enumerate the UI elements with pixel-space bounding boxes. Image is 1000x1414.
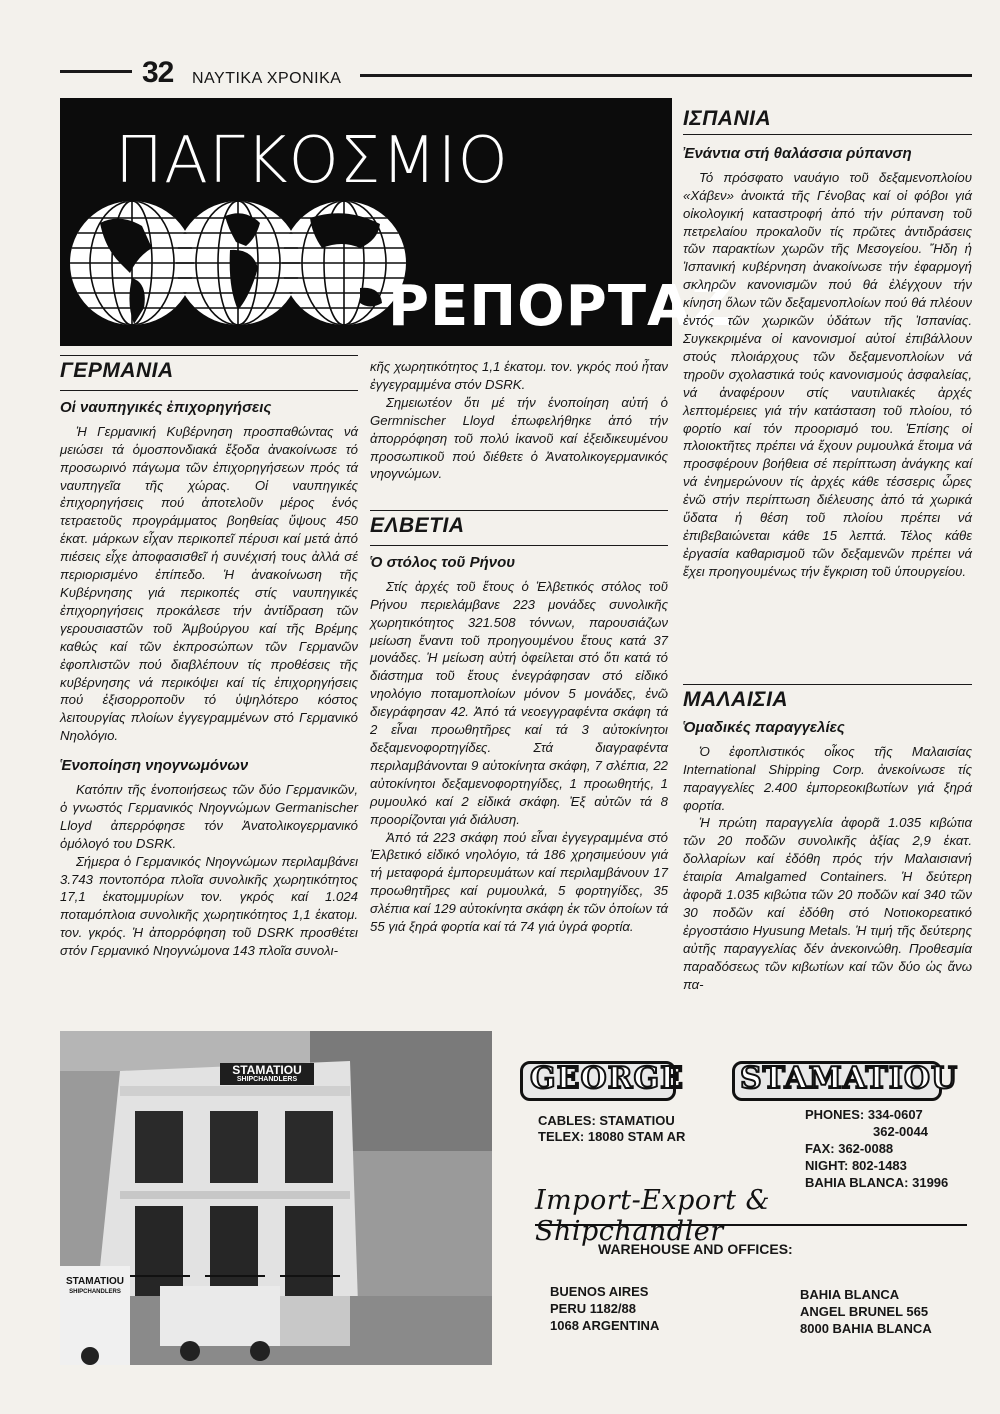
ad-phones-2: 362-0044 xyxy=(873,1124,928,1139)
paragraph: Ἡ πρώτη παραγγελία ἀφορᾶ 1.035 κιβώτια τῶν 20 ποδῶν συνολικῆς ἀξίας 2,9 ἑκατ. δολλαρίων καί ἐδόθη πρός τήν Μαλαισιανή ἑταιρία Amalgamed Containers. Ἡ δεύτερη ἀφορᾶ 1.035 κιβώτια τῶν 20 ποδῶν καί 340 τῶν 30 ποδῶν καί ἐδόθη στό Νοτιοκορεατικό ἐργοστάσιο Hyusung Metals. Ἡ τιμή τῆς δεύτερης αὐτῆς παραγγελίας δέν ἀνεκοινώθη. Προθεσμία παραδόσεως τῶν κιβωτίων καί τῶν δύο ὡς ἄνω πα- xyxy=(683,815,972,992)
paragraph: Ἡ Γερμανική Κυβέρνηση προσπαθώντας νά μειώσει τά ὁμοσπονδιακά ἔξοδα ἀνακοίνωσε τό προσωρινό πάγωμα τῶν ἐπιχορηγήσεων πρός τά ναυπηγεῖα τῆς χώρας. Οἱ ναυπηγικές ἐπιχορηγήσεις πού ἀποτελοῦν μέρος ἑνός τετραετοῦς προγράμματος βοηθείας ὕψους 450 ἑκατ. μάρκων εἶχαν περικοπεῖ πέρυσι καί μετά ἀπό πιέσεις εἶχε ἀποφασισθεῖ ἡ συνέχισή τους ἀλλά σέ περιορισμένο ἐπίπεδο. Ἡ ἀνακοίνωση τῆς Κυβέρνησης γιά περικοπές στίς ναυπηγικές ἐπιχορηγήσεις προκάλεσε τήν ἀντίδραση τῶν γερουσιαστῶν τοῦ Ἀμβούργου καί τῆς Βρέμης καθώς καί τῶν ἐκπροσώπων τῶν Γερμανῶν ἐφοπλιστῶν πού διαβλέπουν τίς προθέσεις τῆς κυβέρνησης νά περικόψει καί τίς ἐπιχορηγήσεις πού ἐξισορροποῦν τό ὑψηλότερο κόστος λειτουργίας πλοίων ἐγγεγραμμένων στό Γερμανικό Νηολόγιο. xyxy=(60,423,358,744)
ad-warehouse-heading: WAREHOUSE AND OFFICES: xyxy=(598,1241,793,1257)
header-rule-right xyxy=(360,74,972,77)
paragraph: Σημειωτέον ὅτι μέ τήν ἑνοποίηση αὐτή ὁ Germnischer Lloyd ἐπωφελήθηκε ἀπό τήν ἀπορρόφηση τοῦ πολύ ἱκανοῦ καί ἐξειδικευμένου προσωπικοῦ πού διέθετε ὁ Ἀνατολικογερμανικός νηογνώμων. xyxy=(370,394,668,482)
section-divider xyxy=(370,510,668,511)
subhead-spain-pollution: Ἐνάντια στή θαλάσσια ρύπανση xyxy=(683,144,912,162)
ad-night: NIGHT: 802-1483 xyxy=(805,1158,907,1173)
ad-office-bahia-blanca-3: 8000 BAHIA BLANCA xyxy=(800,1321,932,1336)
paragraph: Ἀπό τά 223 σκάφη πού εἶναι ἐγγεγραμμένα στό Ἑλβετικό εἰδικό νηολόγιο, τά 186 χρησιμεύουν γιά τή μεταφορά ἐμπορευμάτων καί περιλαμβάνουν 17 προωθητῆρες καί ρυμουλκά, 5 φορτηγίδες, 35 σλέπια καί 129 αὐτοκίνητα σκάφη ἐκ τῶν ὁποίων τά 55 γιά ξηρά φορτία καί τά 74 γιά ὑγρά φορτία. xyxy=(370,829,668,935)
truck-sign-sub: SHIPCHANDLERS xyxy=(69,1289,121,1295)
stamatiou-advertisement xyxy=(60,1031,972,1365)
section-title-malaysia: ΜΑΛΑΙΣΙΑ xyxy=(683,688,789,711)
section-spain xyxy=(683,104,972,581)
ad-cables: CABLES: STAMATIOU xyxy=(538,1113,675,1128)
header-rule-left xyxy=(60,70,132,73)
ad-phones-1: PHONES: 334-0607 xyxy=(805,1107,923,1122)
section-germany xyxy=(60,355,358,960)
banner-title-line1: ΠΑΓΚΟΣΜΙΟ xyxy=(115,124,509,198)
ad-office-bahia-blanca-1: BAHIA BLANCA xyxy=(800,1287,900,1302)
ad-office-bahia-blanca-2: ANGEL BRUNEL 565 xyxy=(800,1304,929,1319)
ad-telex: TELEX: 18080 STAM AR xyxy=(538,1129,686,1144)
page-number: 32 xyxy=(142,56,174,89)
paragraph: Σήμερα ὁ Γερμανικός Νηογνώμων περιλαμβάνει 3.743 ποντοπόρα πλοῖα συνολικῆς χωρητικότητος 17,1 ἑκατομμυρίων τον. γκρός καί 1.024 ποταμόπλοια συνολικῆς χωρητικότητος 1,1 ἑκατομ. τον. γκρός. Ἡ ἀπορρόφηση τοῦ DSRK προσθέτει στόν Γερμανικό Νηογνώμονα 143 πλοῖα συνολι- xyxy=(60,853,358,959)
subhead-germany-subsidies: Οἱ ναυπηγικές ἐπιχορηγήσεις xyxy=(60,390,358,417)
paragraph: Τό πρόσφατο ναυάγιο τοῦ δεξαμενοπλοίου «Χάβεν» ἀνοικτά τῆς Γένοβας καί οἱ φόβοι γιά οἰκολογική καταστροφή ἀπό τήν ρύπανση τοῦ πετρελαίου προκαλοῦν τίς πρῶτες ἀντιδράσεις τῶν παρακτίων χωρῶν τῆς Μεσογείου. Ἤδη ἡ Ἰσπανική κυβέρνηση ἀνακοίνωσε τήν ἐφαρμογή σκληρῶν κανονισμῶν πού θά ἐλέγχουν τήν κίνηση ὅλων τῶν δεξαμενοπλοίων πού θά πλέουν ἐντός τῶν χωρικῶν ὑδάτων τῆς Ἰσπανίας. Συγκεκριμένα οἱ κανονισμοί αὐτοί ἐπιβάλλουν στούς πλοιάρχους τῶν δεξαμενοπλοίων νά τηροῦν σχολαστικά τούς κανονισμούς ἀσφαλείας, νά ἀναφέρουν στίς ναυτιλιακές ἀρχές λεπτομέρειες γιά τήν κατάσταση τοῦ πλοίου, τό φορτίο καί τόν προορισμό του. Ἐπίσης οἱ πλοιοκτῆτες πρέπει νά ἔχουν ρυμουλκά ἕτοιμα νά προσφέρουν βοήθεια σέ περίπτωση ἀνάγκης καί νά ἐνημερώνουν τίς ἀρχές κάθε τέσσερις ὧρες ἐνῶ στήν περίπτωση διέλευσης ἀπό τά χωρικά ὕδατα ἡ θέση τοῦ πλοίου πρέπει νά ἐπιβεβαιώνεται κάθε 15 λεπτά. Τέλος κάθε ἐργασία καθαρισμοῦ τῶν δεξαμενῶν πρέπει νά ἔχει προηγουμένως τήν ἔγκριση τοῦ ὑπουργείου. xyxy=(683,169,972,579)
building-sign-name: STAMATIOU xyxy=(232,1063,302,1077)
ad-fax: FAX: 362-0088 xyxy=(805,1141,894,1156)
ad-tagline: Import-Export & Shipchandler xyxy=(535,1185,771,1247)
ad-office-buenos-aires-3: 1068 ARGENTINA xyxy=(550,1318,660,1333)
paragraph: Κατόπιν τῆς ἑνοποιήσεως τῶν δύο Γερμανικῶν, ὁ γνωστός Γερμανικός Νηογνώμων Germanischer Lloyd ἀπερρόφησε τόν Ἀνατολικογερμανικό ὁμόλογό του DSRK. xyxy=(60,782,358,851)
section-divider xyxy=(60,355,358,356)
paragraph: Στίς ἀρχές τοῦ ἔτους ὁ Ἑλβετικός στόλος τοῦ Ρήνου περιελάμβανε 223 μονάδες συνολικῆς χωρητικότητος 321.508 τόννων, παρουσιάζων μείωση ἔναντι τοῦ προηγουμένου ἔτους κατά 37 μονάδες. Ἡ μείωση αὐτή ὀφείλεται στό ὅτι κατά τό διάστημα τοῦ ἔτους ἐνεγράφησαν στό εἰδικό νηολόγιο ποταμοπλοίων μόνον 5 μονάδες, ἐνῶ διεγράφησαν 42. Ἀπό τά νεοεγγραφέντα σκάφη τά 2 εἶναι προωθητῆρες καί τά 3 αὐτοκίνητοι δεξαμενοφορτηγίδες. Στά διαγραφέντα περιλαμβάνονται 9 αὐτοκίνητα σκάφη, 7 σλέπια, 22 αὐτοκίνητοι δεξαμενοφορτηγίδες, 1 προωθητής, 1 ρυμουλκό καί 2 εἰδικά σκάφη. Ἐξ αὐτῶν τά 8 προορίζονται γιά διάλυση. xyxy=(370,578,668,827)
section-germany-continued xyxy=(370,358,668,483)
section-malaysia xyxy=(683,684,972,994)
paragraph: Ὁ ἐφοπλιστικός οἶκος τῆς Μαλαισίας International Shipping Corp. ἀνεκοίνωσε τίς παραγγελίες 2.400 ἐμπορεοκιβωτίων γιά ξηρά φορτία. xyxy=(683,743,972,813)
logo-george: GEORGE xyxy=(530,1061,685,1096)
truck-sign-name: STAMATIOU xyxy=(66,1276,124,1287)
building-sign-sub: SHIPCHANDLERS xyxy=(236,1076,298,1083)
ad-office-buenos-aires-2: PERU 1182/88 xyxy=(550,1301,637,1316)
storefront-photo xyxy=(60,1031,492,1365)
subhead-switzerland-rhine: Ὁ στόλος τοῦ Ρήνου xyxy=(370,545,668,572)
section-switzerland xyxy=(370,510,668,936)
section-divider xyxy=(683,684,972,685)
ad-bahia-phone: BAHIA BLANCA: 31996 xyxy=(805,1175,949,1190)
logo-stamatiou: STAMATIOU xyxy=(740,1061,959,1096)
tagline-underline xyxy=(535,1224,967,1226)
subhead-malaysia-orders: Ὁμαδικές παραγγελίες xyxy=(683,718,845,736)
magazine-title: ΝΑΥΤΙΚΑ ΧΡΟΝΙΚΑ xyxy=(192,70,342,87)
ad-office-buenos-aires-1: BUENOS AIRES xyxy=(550,1284,649,1299)
section-title-germany: ΓΕΡΜΑΝΙΑ xyxy=(60,359,174,382)
banner-title-line2: ΡΕΠΟΡΤΑΖ xyxy=(388,274,733,339)
paragraph: κῆς χωρητικότητος 1,1 ἑκατομ. τον. γκρός πού ἦταν ἐγγεγραμμένα στόν DSRK. xyxy=(370,359,668,392)
section-title-switzerland: ΕΛΒΕΤΙΑ xyxy=(370,514,465,537)
section-title-spain: ΙΣΠΑΝΙΑ xyxy=(683,110,972,135)
subhead-germany-merger: Ἑνοποίηση νηογνωμόνων xyxy=(60,757,249,775)
